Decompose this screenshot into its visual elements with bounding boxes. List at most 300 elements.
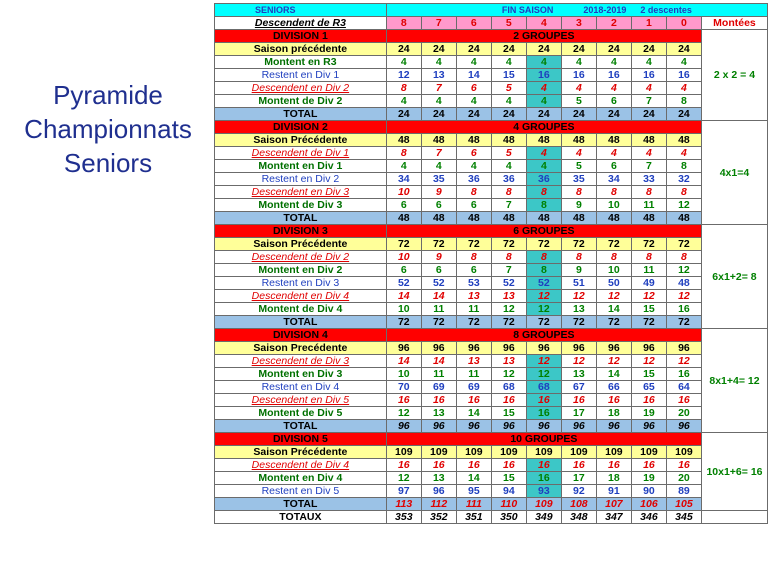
value-cell: 10 <box>386 251 421 264</box>
value-cell: 4 <box>421 160 456 173</box>
division-header-row <box>215 433 768 446</box>
value-cell: 8 <box>631 186 666 199</box>
value-cell: 15 <box>491 407 526 420</box>
row-label: TOTAL <box>215 108 387 121</box>
value-cell: 96 <box>386 342 421 355</box>
table-row <box>215 186 768 199</box>
value-cell: 16 <box>631 69 666 82</box>
value-cell: 13 <box>421 407 456 420</box>
value-cell: 33 <box>631 173 666 186</box>
table-row <box>215 446 768 459</box>
value-cell: 72 <box>456 316 491 329</box>
value-cell: 20 <box>666 407 701 420</box>
value-cell: 95 <box>456 485 491 498</box>
title-line: Seniors <box>63 148 153 178</box>
value-cell: 14 <box>456 69 491 82</box>
value-cell: 5 <box>561 160 596 173</box>
value-cell: 52 <box>526 277 561 290</box>
montees-formula: 2 x 2 = 4 <box>701 30 767 121</box>
table-row <box>215 485 768 498</box>
value-cell: 7 <box>491 264 526 277</box>
division-groupes: 10 GROUPES <box>386 433 701 446</box>
value-cell: 4 <box>631 56 666 69</box>
value-cell: 8 <box>631 251 666 264</box>
value-cell: 6 <box>596 95 631 108</box>
descentes-label: 2 descentes <box>640 5 692 15</box>
value-cell: 24 <box>561 43 596 56</box>
table-row <box>215 69 768 82</box>
table-row <box>215 420 768 433</box>
value-cell: 6 <box>456 199 491 212</box>
value-cell: 109 <box>596 446 631 459</box>
row-label: Restent en Div 1 <box>215 69 387 82</box>
value-cell: 17 <box>561 407 596 420</box>
table-row <box>215 472 768 485</box>
table-row <box>215 134 768 147</box>
row-label: TOTAL <box>215 316 387 329</box>
value-cell: 112 <box>421 498 456 511</box>
value-cell: 109 <box>456 446 491 459</box>
value-cell: 14 <box>456 407 491 420</box>
value-cell: 4 <box>666 82 701 95</box>
column-header: 6 <box>456 17 491 30</box>
value-cell: 8 <box>491 186 526 199</box>
value-cell: 69 <box>456 381 491 394</box>
division-groupes: 2 GROUPES <box>386 30 701 43</box>
value-cell: 16 <box>526 459 561 472</box>
value-cell: 6 <box>386 264 421 277</box>
value-cell: 72 <box>666 238 701 251</box>
value-cell: 16 <box>421 394 456 407</box>
value-cell: 48 <box>666 134 701 147</box>
value-cell: 8 <box>526 251 561 264</box>
value-cell: 34 <box>386 173 421 186</box>
row-label: Descendent en Div 4 <box>215 290 387 303</box>
value-cell: 4 <box>526 82 561 95</box>
totaux-value: 352 <box>421 511 456 524</box>
value-cell: 72 <box>456 238 491 251</box>
value-cell: 48 <box>561 134 596 147</box>
division-name: DIVISION 3 <box>215 225 387 238</box>
column-header: 5 <box>491 17 526 30</box>
value-cell: 4 <box>666 147 701 160</box>
row-label: Descendent de Div 1 <box>215 147 387 160</box>
table-row <box>215 108 768 121</box>
value-cell: 10 <box>386 303 421 316</box>
value-cell: 4 <box>421 56 456 69</box>
value-cell: 16 <box>526 394 561 407</box>
column-header: 2 <box>596 17 631 30</box>
value-cell: 72 <box>491 316 526 329</box>
value-cell: 72 <box>561 238 596 251</box>
column-header: 8 <box>386 17 421 30</box>
value-cell: 18 <box>596 472 631 485</box>
value-cell: 24 <box>526 43 561 56</box>
value-cell: 105 <box>666 498 701 511</box>
value-cell: 5 <box>491 147 526 160</box>
value-cell: 12 <box>596 290 631 303</box>
value-cell: 68 <box>491 381 526 394</box>
column-header: 3 <box>561 17 596 30</box>
value-cell: 48 <box>596 134 631 147</box>
row-label: Montent en Div 2 <box>215 264 387 277</box>
value-cell: 13 <box>456 355 491 368</box>
seniors-label: SENIORS <box>215 4 387 17</box>
table-row <box>215 238 768 251</box>
value-cell: 11 <box>631 264 666 277</box>
montees-formula: 4x1=4 <box>701 121 767 225</box>
value-cell: 16 <box>596 459 631 472</box>
totaux-value: 353 <box>386 511 421 524</box>
value-cell: 4 <box>596 82 631 95</box>
table-row <box>215 303 768 316</box>
value-cell: 8 <box>666 95 701 108</box>
value-cell: 7 <box>631 160 666 173</box>
header-row <box>215 4 768 17</box>
page-title <box>8 78 208 180</box>
totaux-value: 349 <box>526 511 561 524</box>
value-cell: 5 <box>491 82 526 95</box>
column-header-row <box>215 17 768 30</box>
row-label: Saison Précédente <box>215 134 387 147</box>
value-cell: 16 <box>491 459 526 472</box>
value-cell: 8 <box>666 251 701 264</box>
value-cell: 96 <box>421 342 456 355</box>
value-cell: 24 <box>666 108 701 121</box>
value-cell: 12 <box>386 69 421 82</box>
value-cell: 13 <box>421 69 456 82</box>
value-cell: 4 <box>491 56 526 69</box>
value-cell: 96 <box>456 420 491 433</box>
value-cell: 12 <box>491 303 526 316</box>
value-cell: 72 <box>596 238 631 251</box>
table-row <box>215 147 768 160</box>
value-cell: 8 <box>596 186 631 199</box>
value-cell: 66 <box>596 381 631 394</box>
row-label: Restent en Div 4 <box>215 381 387 394</box>
value-cell: 48 <box>456 212 491 225</box>
table-row <box>215 251 768 264</box>
value-cell: 24 <box>631 43 666 56</box>
table-row <box>215 316 768 329</box>
value-cell: 111 <box>456 498 491 511</box>
value-cell: 12 <box>526 368 561 381</box>
value-cell: 51 <box>561 277 596 290</box>
value-cell: 48 <box>631 212 666 225</box>
value-cell: 91 <box>596 485 631 498</box>
value-cell: 109 <box>526 446 561 459</box>
value-cell: 108 <box>561 498 596 511</box>
title-line: Championnats <box>24 114 192 144</box>
value-cell: 19 <box>631 407 666 420</box>
value-cell: 4 <box>456 95 491 108</box>
row-label: Saison précédente <box>215 43 387 56</box>
value-cell: 12 <box>561 290 596 303</box>
table-row <box>215 264 768 277</box>
value-cell: 15 <box>491 69 526 82</box>
value-cell: 72 <box>526 238 561 251</box>
table-row <box>215 173 768 186</box>
value-cell: 68 <box>526 381 561 394</box>
value-cell: 12 <box>596 355 631 368</box>
value-cell: 48 <box>386 134 421 147</box>
value-cell: 16 <box>596 69 631 82</box>
value-cell: 16 <box>561 394 596 407</box>
value-cell: 16 <box>421 459 456 472</box>
value-cell: 10 <box>596 264 631 277</box>
row-label: Montent de Div 2 <box>215 95 387 108</box>
value-cell: 10 <box>386 186 421 199</box>
value-cell: 72 <box>386 316 421 329</box>
row-label: Descendent en Div 3 <box>215 186 387 199</box>
value-cell: 97 <box>386 485 421 498</box>
value-cell: 4 <box>456 56 491 69</box>
table-row <box>215 56 768 69</box>
value-cell: 110 <box>491 498 526 511</box>
row-label: Restent en Div 5 <box>215 485 387 498</box>
value-cell: 109 <box>491 446 526 459</box>
value-cell: 16 <box>631 394 666 407</box>
value-cell: 32 <box>666 173 701 186</box>
row-label: Descendent en Div 5 <box>215 394 387 407</box>
value-cell: 9 <box>561 199 596 212</box>
value-cell: 16 <box>456 394 491 407</box>
division-header-row <box>215 225 768 238</box>
value-cell: 6 <box>386 199 421 212</box>
value-cell: 24 <box>386 43 421 56</box>
value-cell: 96 <box>421 485 456 498</box>
value-cell: 72 <box>386 238 421 251</box>
montees-formula: 10x1+6= 16 <box>701 433 767 511</box>
row-label: Montent en Div 1 <box>215 160 387 173</box>
value-cell: 92 <box>561 485 596 498</box>
value-cell: 16 <box>666 368 701 381</box>
row-label: Montent de Div 3 <box>215 199 387 212</box>
totaux-value: 345 <box>666 511 701 524</box>
value-cell: 96 <box>561 342 596 355</box>
value-cell: 48 <box>666 277 701 290</box>
value-cell: 4 <box>526 147 561 160</box>
value-cell: 96 <box>666 342 701 355</box>
value-cell: 53 <box>456 277 491 290</box>
table-row <box>215 277 768 290</box>
season-label: 2018-2019 <box>583 5 627 15</box>
value-cell: 11 <box>421 303 456 316</box>
value-cell: 8 <box>596 251 631 264</box>
table-row <box>215 43 768 56</box>
value-cell: 5 <box>561 95 596 108</box>
value-cell: 6 <box>421 199 456 212</box>
value-cell: 11 <box>456 368 491 381</box>
value-cell: 4 <box>456 160 491 173</box>
row-label: Saison Precédente <box>215 342 387 355</box>
value-cell: 8 <box>526 186 561 199</box>
totaux-empty <box>701 511 767 524</box>
row-label: Saison Précédente <box>215 446 387 459</box>
table-row <box>215 160 768 173</box>
division-groupes: 4 GROUPES <box>386 121 701 134</box>
table-row <box>215 498 768 511</box>
totaux-value: 351 <box>456 511 491 524</box>
row-label: Montent de Div 5 <box>215 407 387 420</box>
value-cell: 72 <box>631 316 666 329</box>
value-cell: 14 <box>596 368 631 381</box>
value-cell: 48 <box>631 134 666 147</box>
montees-formula: 8x1+4= 12 <box>701 329 767 433</box>
value-cell: 48 <box>596 212 631 225</box>
totaux-value: 346 <box>631 511 666 524</box>
season-info <box>386 4 767 17</box>
value-cell: 19 <box>631 472 666 485</box>
row-label: Restent en Div 2 <box>215 173 387 186</box>
value-cell: 18 <box>596 407 631 420</box>
value-cell: 8 <box>666 160 701 173</box>
value-cell: 65 <box>631 381 666 394</box>
value-cell: 16 <box>561 69 596 82</box>
value-cell: 4 <box>631 147 666 160</box>
value-cell: 14 <box>421 290 456 303</box>
value-cell: 16 <box>526 69 561 82</box>
value-cell: 48 <box>491 134 526 147</box>
value-cell: 8 <box>491 251 526 264</box>
value-cell: 67 <box>561 381 596 394</box>
table-row <box>215 381 768 394</box>
division-header-row <box>215 121 768 134</box>
value-cell: 6 <box>456 147 491 160</box>
value-cell: 96 <box>421 420 456 433</box>
montees-formula: 6x1+2= 8 <box>701 225 767 329</box>
value-cell: 36 <box>491 173 526 186</box>
value-cell: 96 <box>491 420 526 433</box>
table-row <box>215 82 768 95</box>
row-label: TOTAL <box>215 420 387 433</box>
value-cell: 11 <box>456 303 491 316</box>
row-label: Descendent de Div 3 <box>215 355 387 368</box>
value-cell: 4 <box>561 147 596 160</box>
value-cell: 16 <box>666 459 701 472</box>
value-cell: 12 <box>491 368 526 381</box>
table-row <box>215 394 768 407</box>
value-cell: 12 <box>666 264 701 277</box>
value-cell: 12 <box>386 407 421 420</box>
value-cell: 96 <box>596 420 631 433</box>
value-cell: 4 <box>386 95 421 108</box>
table-row <box>215 355 768 368</box>
pyramid-table <box>214 3 768 524</box>
value-cell: 24 <box>491 43 526 56</box>
value-cell: 16 <box>596 394 631 407</box>
value-cell: 72 <box>631 238 666 251</box>
value-cell: 72 <box>526 316 561 329</box>
totaux-value: 350 <box>491 511 526 524</box>
value-cell: 24 <box>386 108 421 121</box>
totaux-row <box>215 511 768 524</box>
value-cell: 72 <box>666 316 701 329</box>
division-name: DIVISION 4 <box>215 329 387 342</box>
value-cell: 69 <box>421 381 456 394</box>
value-cell: 13 <box>491 355 526 368</box>
value-cell: 14 <box>386 290 421 303</box>
value-cell: 72 <box>561 316 596 329</box>
value-cell: 35 <box>561 173 596 186</box>
value-cell: 14 <box>421 355 456 368</box>
value-cell: 14 <box>456 472 491 485</box>
division-header-row <box>215 329 768 342</box>
value-cell: 48 <box>491 212 526 225</box>
value-cell: 4 <box>666 56 701 69</box>
value-cell: 17 <box>561 472 596 485</box>
column-header: 1 <box>631 17 666 30</box>
value-cell: 9 <box>421 251 456 264</box>
value-cell: 48 <box>386 212 421 225</box>
value-cell: 12 <box>386 472 421 485</box>
row-label: Restent en Div 3 <box>215 277 387 290</box>
value-cell: 106 <box>631 498 666 511</box>
value-cell: 24 <box>631 108 666 121</box>
row-label: Descendent de Div 4 <box>215 459 387 472</box>
title-line: Pyramide <box>53 80 163 110</box>
value-cell: 48 <box>561 212 596 225</box>
row-label: Montent en Div 3 <box>215 368 387 381</box>
row-label: Descendent de Div 2 <box>215 251 387 264</box>
value-cell: 64 <box>666 381 701 394</box>
value-cell: 4 <box>421 95 456 108</box>
value-cell: 52 <box>421 277 456 290</box>
row-label: TOTAL <box>215 212 387 225</box>
value-cell: 8 <box>561 251 596 264</box>
value-cell: 16 <box>526 472 561 485</box>
value-cell: 70 <box>386 381 421 394</box>
table-row <box>215 199 768 212</box>
row-label: Descendent en Div 2 <box>215 82 387 95</box>
value-cell: 24 <box>596 108 631 121</box>
value-cell: 96 <box>491 342 526 355</box>
row-label: Montent en R3 <box>215 56 387 69</box>
value-cell: 12 <box>561 355 596 368</box>
value-cell: 20 <box>666 472 701 485</box>
row-label: Montent de Div 4 <box>215 303 387 316</box>
division-name: DIVISION 5 <box>215 433 387 446</box>
value-cell: 96 <box>631 342 666 355</box>
value-cell: 96 <box>386 420 421 433</box>
table-row <box>215 95 768 108</box>
value-cell: 13 <box>421 472 456 485</box>
value-cell: 24 <box>456 108 491 121</box>
value-cell: 12 <box>666 199 701 212</box>
value-cell: 109 <box>561 446 596 459</box>
value-cell: 8 <box>526 199 561 212</box>
value-cell: 8 <box>666 186 701 199</box>
value-cell: 8 <box>386 147 421 160</box>
value-cell: 50 <box>596 277 631 290</box>
value-cell: 7 <box>491 199 526 212</box>
value-cell: 15 <box>631 368 666 381</box>
value-cell: 96 <box>456 342 491 355</box>
value-cell: 4 <box>631 82 666 95</box>
value-cell: 4 <box>491 95 526 108</box>
value-cell: 13 <box>456 290 491 303</box>
value-cell: 7 <box>421 147 456 160</box>
value-cell: 72 <box>421 316 456 329</box>
value-cell: 12 <box>526 290 561 303</box>
division-name: DIVISION 2 <box>215 121 387 134</box>
value-cell: 109 <box>526 498 561 511</box>
division-groupes: 8 GROUPES <box>386 329 701 342</box>
value-cell: 16 <box>666 69 701 82</box>
value-cell: 10 <box>386 368 421 381</box>
value-cell: 4 <box>526 160 561 173</box>
value-cell: 109 <box>631 446 666 459</box>
